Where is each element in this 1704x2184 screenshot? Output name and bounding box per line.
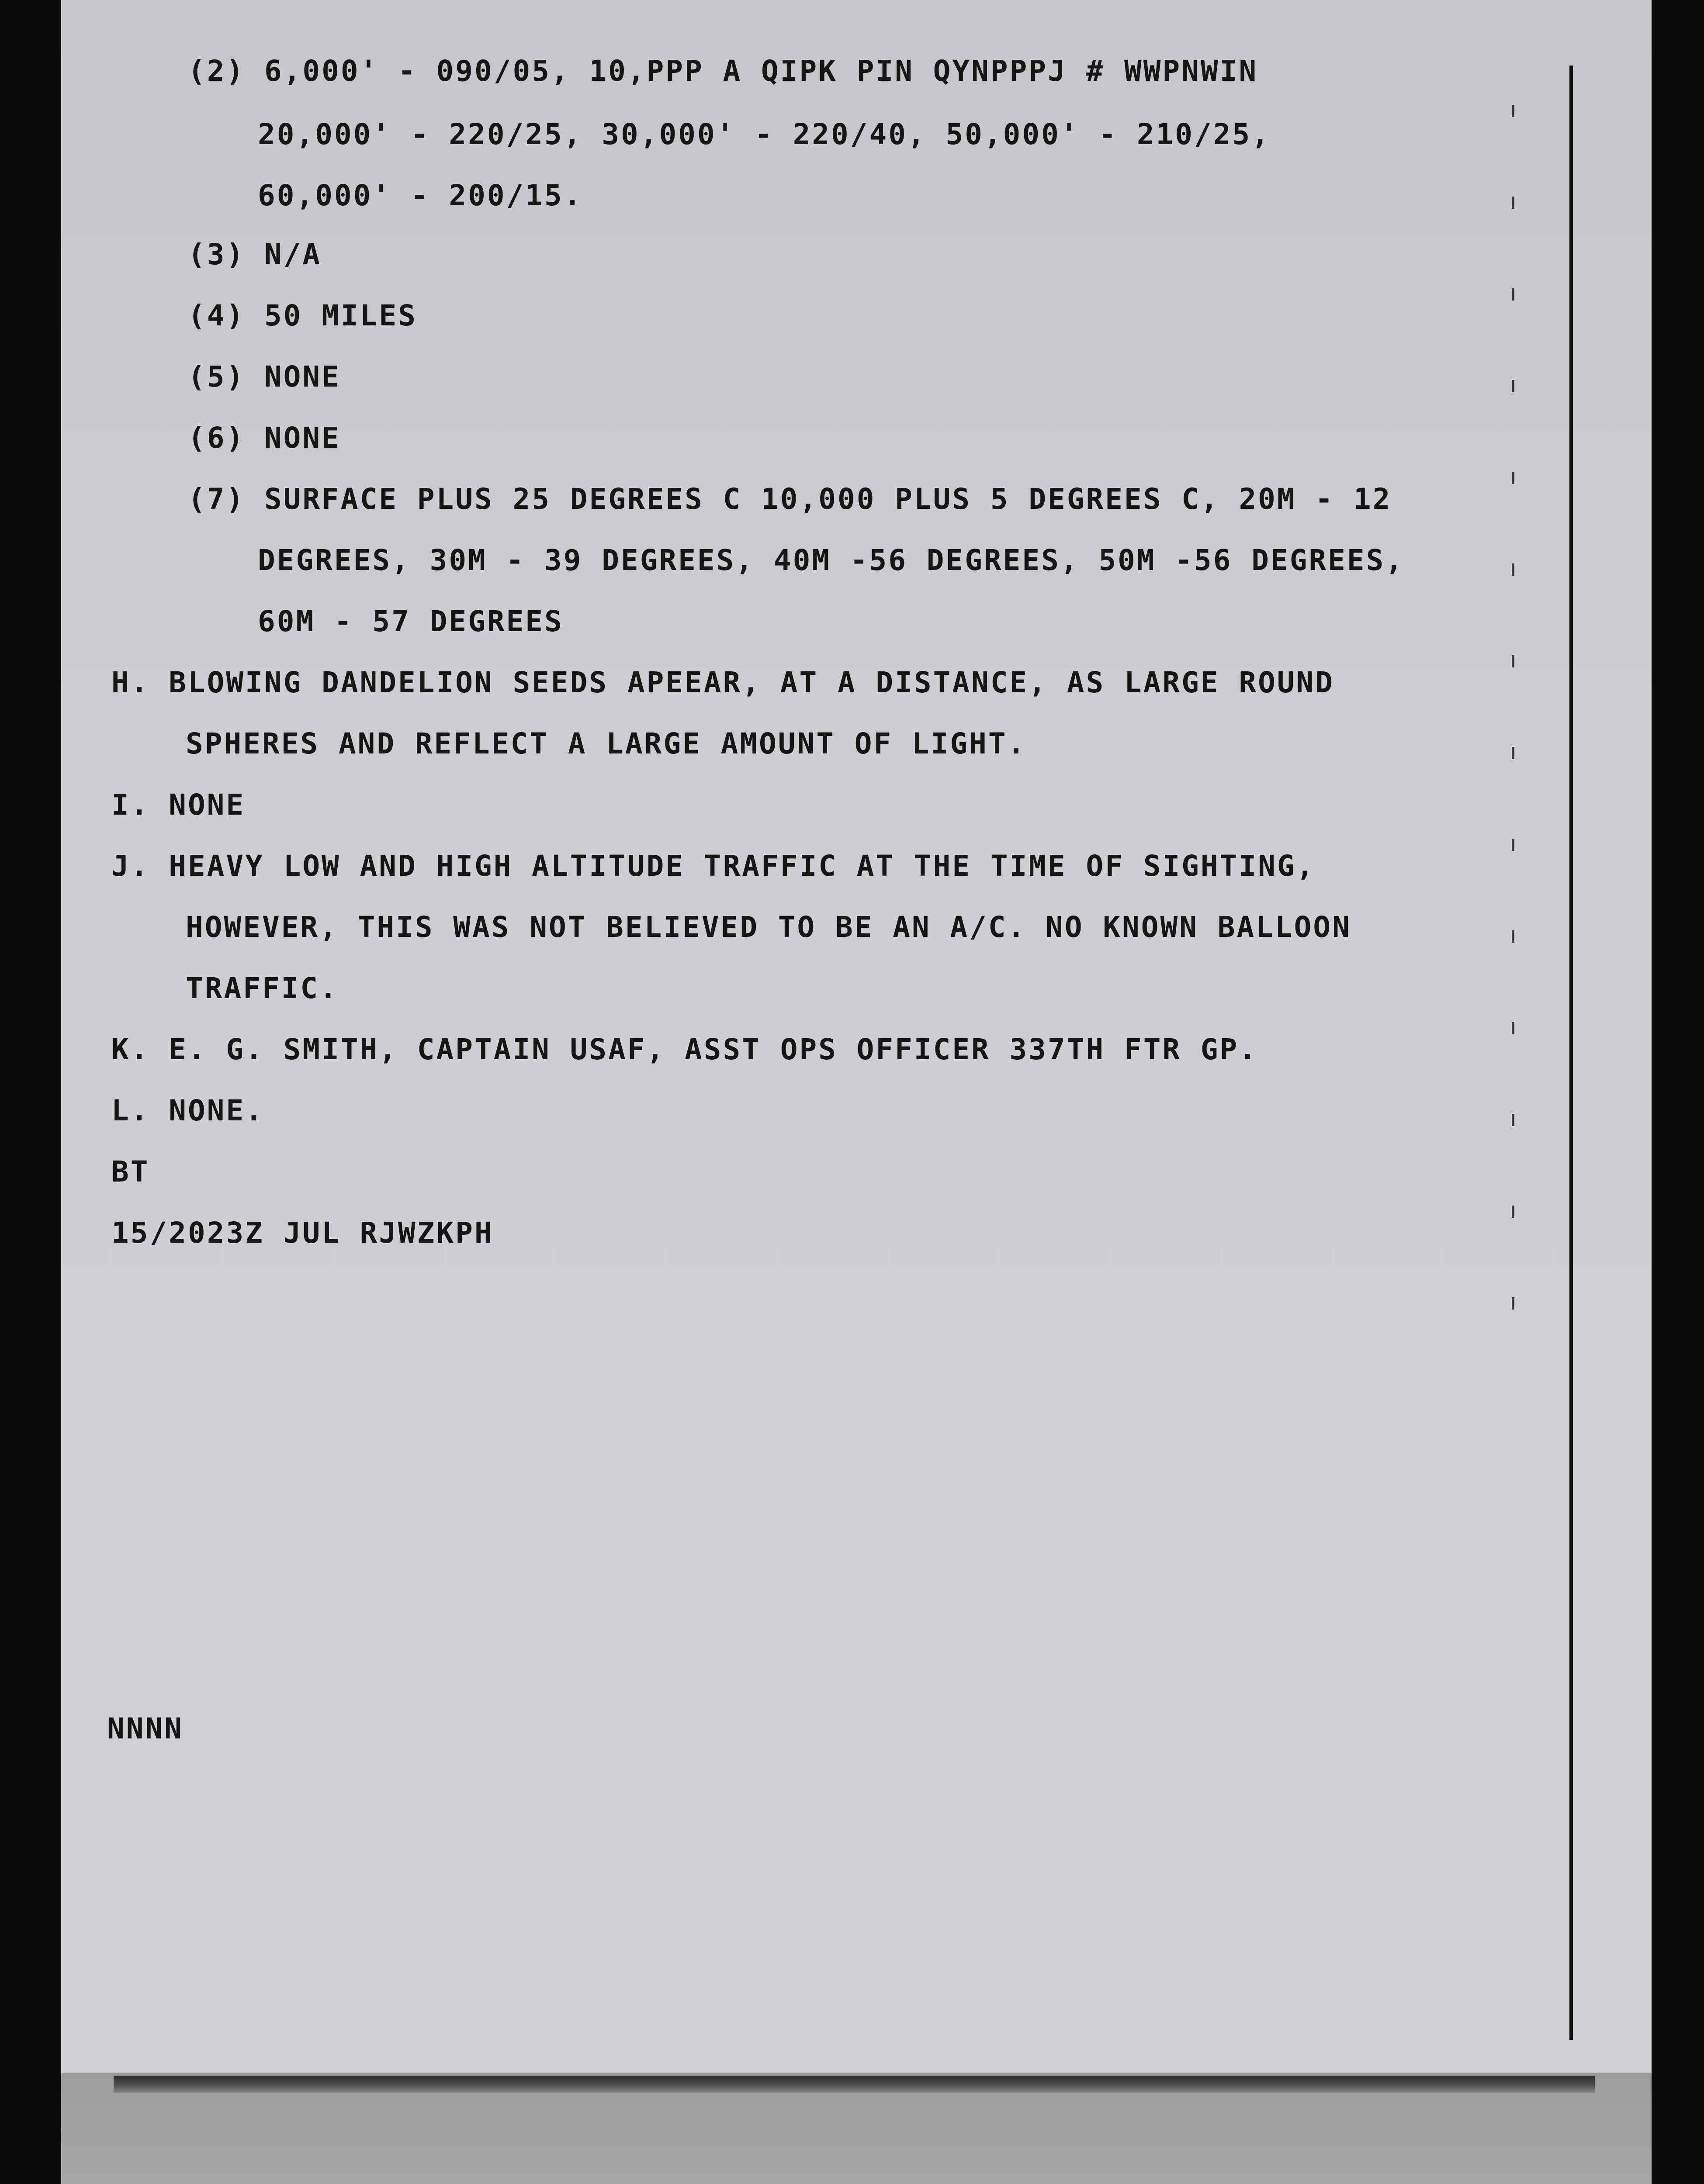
report-line-3: (3) N/A	[188, 238, 322, 271]
sheet-edge-shadow	[114, 2076, 1595, 2093]
report-line-7-temps-cont: DEGREES, 30M - 39 DEGREES, 40M -56 DEGREES, 50M -56 DEGREES,	[258, 543, 1405, 577]
report-line-7-temps: (7) SURFACE PLUS 25 DEGREES C 10,000 PLUS 5 DEGREES C, 20M - 12	[188, 482, 1392, 516]
report-line-5: (5) NONE	[188, 360, 341, 394]
report-item-j-cont: HOWEVER, THIS WAS NOT BELIEVED TO BE AN A/C. NO KNOWN BALLOON	[186, 910, 1351, 944]
margin-tick	[1512, 563, 1514, 576]
right-margin-rule	[1569, 66, 1573, 2040]
report-line-2-winds-cont: 20,000' - 220/25, 30,000' - 220/40, 50,000' - 210/25,	[258, 117, 1271, 151]
report-item-k: K. E. G. SMITH, CAPTAIN USAF, ASST OPS OFFICER 337TH FTR GP.	[111, 1033, 1258, 1066]
margin-tick	[1512, 380, 1514, 392]
margin-tick	[1512, 839, 1514, 851]
margin-tick	[1512, 197, 1514, 209]
report-item-l: L. NONE.	[111, 1094, 264, 1127]
report-line-6: (6) NONE	[188, 421, 341, 455]
margin-tick	[1512, 1022, 1514, 1034]
margin-tick	[1512, 930, 1514, 943]
report-item-h: H. BLOWING DANDELION SEEDS APEEAR, AT A DISTANCE, AS LARGE ROUND	[111, 666, 1335, 699]
report-line-2-winds-end: 60,000' - 200/15.	[258, 179, 583, 212]
margin-tick	[1512, 747, 1514, 759]
report-line-2-winds: (2) 6,000' - 090/05, 10,PPP A QIPK PIN QYNPPPJ # WWPNWIN	[188, 54, 1258, 88]
report-item-i: I. NONE	[111, 788, 246, 822]
report-item-h-cont: SPHERES AND REFLECT A LARGE AMOUNT OF LIGHT.	[186, 727, 1027, 760]
margin-tick	[1512, 472, 1514, 484]
report-item-j-end: TRAFFIC.	[186, 971, 339, 1005]
report-line-7-temps-end: 60M - 57 DEGREES	[258, 605, 564, 638]
break-marker: BT	[111, 1155, 150, 1189]
margin-tick	[1512, 1114, 1514, 1126]
margin-tick	[1512, 1206, 1514, 1218]
date-time-group: 15/2023Z JUL RJWZKPH	[111, 1216, 494, 1250]
margin-tick	[1512, 288, 1514, 301]
end-of-message: NNNN	[107, 1712, 184, 1745]
margin-tick	[1512, 655, 1514, 667]
report-item-j: J. HEAVY LOW AND HIGH ALTITUDE TRAFFIC AT THE TIME OF SIGHTING,	[111, 849, 1316, 883]
margin-tick	[1512, 1297, 1514, 1310]
report-line-4: (4) 50 MILES	[188, 299, 417, 332]
margin-tick	[1512, 105, 1514, 117]
